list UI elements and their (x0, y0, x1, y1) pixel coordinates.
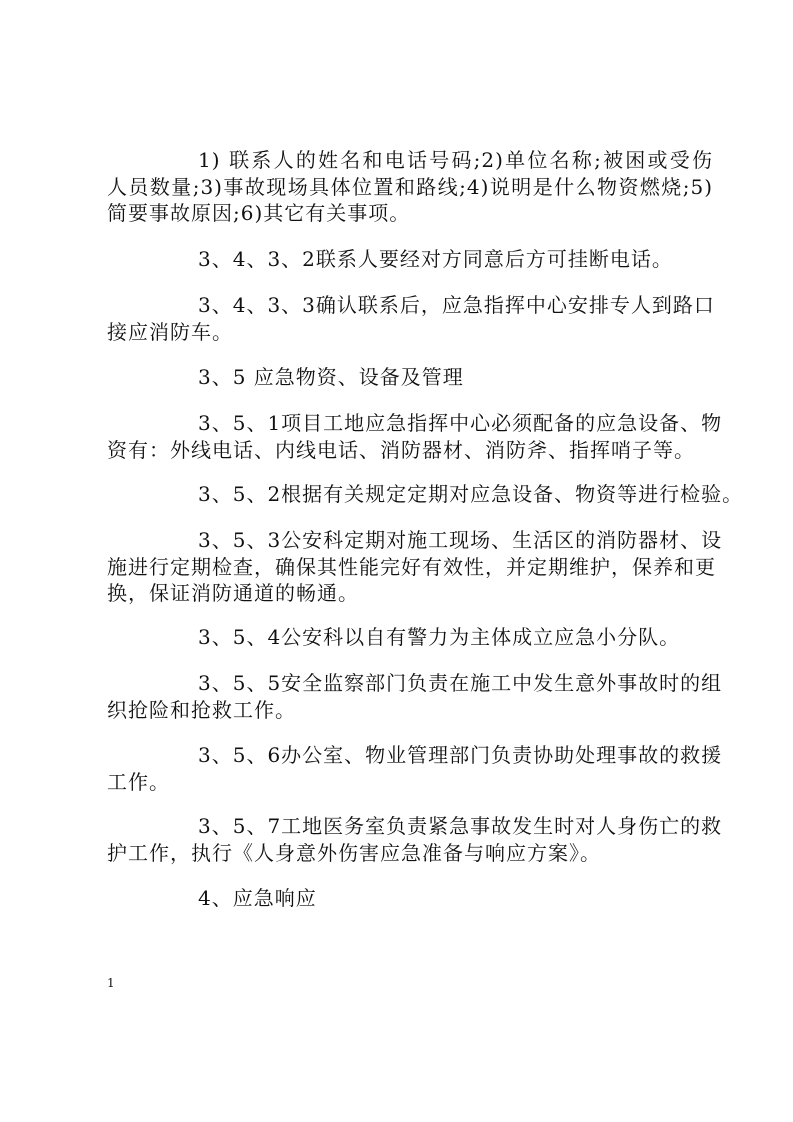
paragraph (107, 364, 713, 391)
paragraph-line: 3、4、3、2联系人要经对方同意后方可挂断电话。 (198, 247, 673, 271)
paragraph-line: 1) 联系人的姓名和电话号码;2)单位名称;被困或受伤 (198, 148, 713, 172)
paragraph-line: 织抢险和抢救工作。 (107, 697, 296, 722)
paragraph-line: 4、应急响应 (198, 886, 317, 910)
paragraph (107, 670, 723, 723)
paragraph (107, 742, 723, 795)
paragraph-line: 简要事故原因;6)其它有关事项。 (107, 201, 411, 225)
paragraph-line: 3、5、3公安科定期对施工现场、生活区的消防器材、设 (198, 528, 723, 552)
paragraph-line: 3、5、7工地医务室负责紧急事故发生时对人身伤亡的救 (198, 814, 723, 838)
paragraph-line: 3、5、1项目工地应急指挥中心必须配备的应急设备、物 (198, 411, 723, 435)
paragraph (107, 885, 713, 912)
page-number: 1 (107, 976, 115, 990)
paragraph-line: 工作。 (107, 769, 170, 794)
paragraph-line: 施进行定期检查，确保其性能完好有效性，并定期维护，保养和更 (107, 554, 716, 579)
paragraph (107, 246, 713, 273)
paragraph-line: 换，保证消防通道的畅通。 (107, 581, 359, 605)
paragraph-line: 3、5 应急物资、设备及管理 (198, 365, 464, 389)
paragraph-line: 资有：外线电话、内线电话、消防器材、消防斧、指挥哨子等。 (107, 437, 695, 462)
paragraph-line: 3、5、6办公室、物业管理部门负责协助处理事故的救援 (198, 743, 723, 767)
paragraph (107, 147, 713, 227)
paragraph (107, 410, 723, 463)
paragraph-line: 人员数量;3)事故现场具体位置和路线;4)说明是什么物资燃烧;5) (107, 174, 713, 199)
paragraph-line: 3、5、4公安科以自有警力为主体成立应急小分队。 (198, 625, 681, 649)
paragraph (107, 292, 713, 345)
paragraph-line: 接应消防车。 (107, 319, 233, 344)
paragraph (107, 527, 723, 607)
paragraph (107, 624, 713, 651)
paragraph (107, 481, 744, 508)
paragraph (107, 813, 723, 866)
paragraph-line: 3、4、3、3确认联系后，应急指挥中心安排专人到路口 (198, 293, 715, 317)
paragraph-line: 护工作，执行《人身意外伤害应急准备与响应方案》。 (107, 840, 601, 865)
paragraph-line: 3、5、2根据有关规定定期对应急设备、物资等进行检验。 (198, 482, 744, 506)
paragraph-line: 3、5、5安全监察部门负责在施工中发生意外事故时的组 (198, 671, 723, 695)
